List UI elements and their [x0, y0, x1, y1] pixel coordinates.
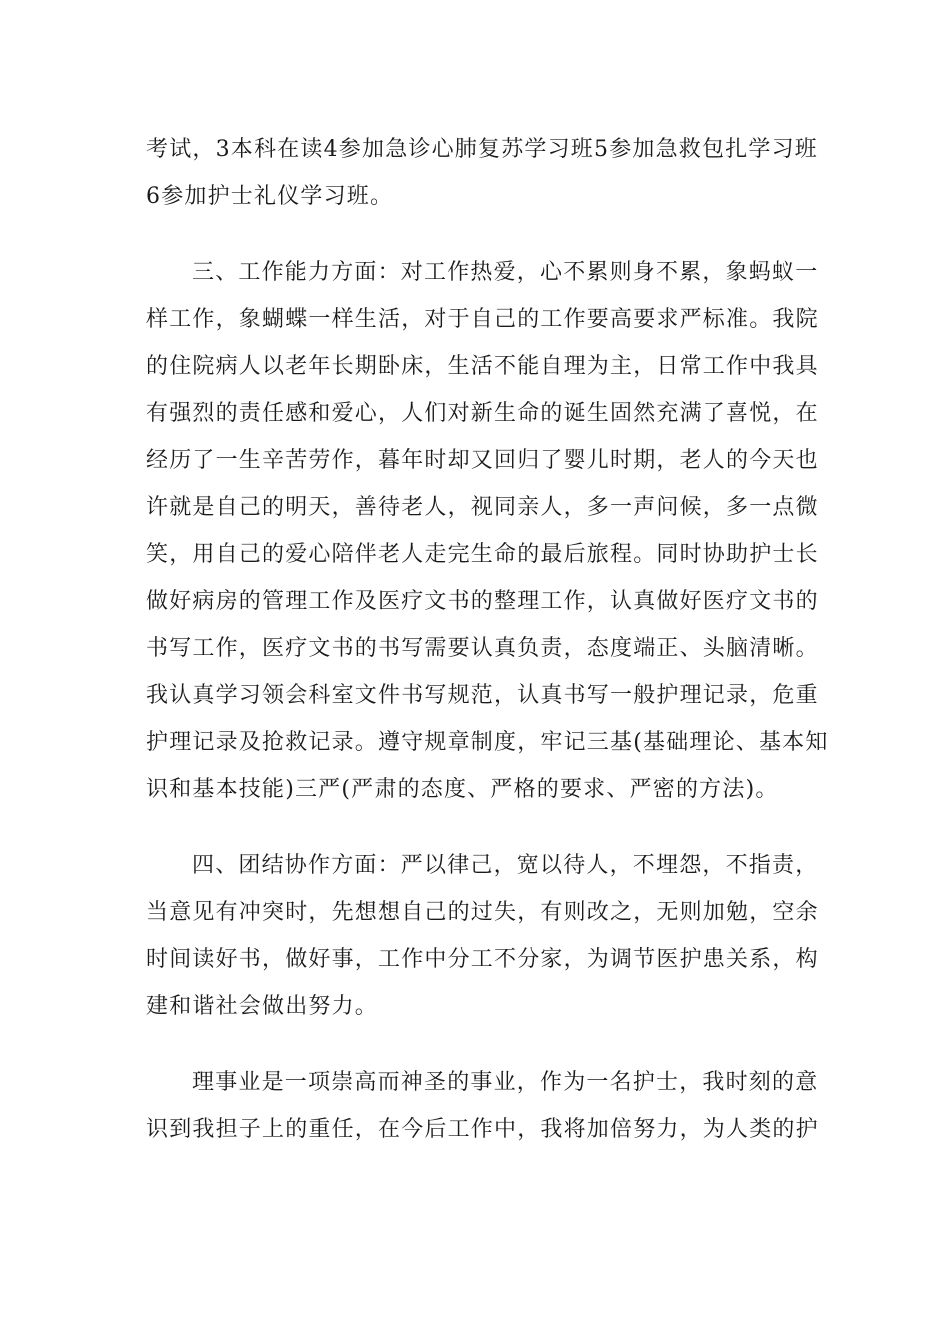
- text-line: 我认真学习领会科室文件书写规范，认真书写一般护理记录，危重: [146, 683, 819, 708]
- text-line: 护理记录及抢救记录。遵守规章制度，牢记三基(基础理论、基本知: [146, 730, 829, 755]
- text-line: 书写工作，医疗文书的书写需要认真负责，态度端正、头脑清晰。: [146, 636, 819, 661]
- paragraph-gap: [146, 220, 806, 249]
- text-line: 三、工作能力方面：对工作热爱，心不累则身不累，象蚂蚁一: [192, 260, 819, 285]
- text-line: 识和基本技能)三严(严肃的态度、严格的要求、严密的方法)。: [146, 777, 779, 802]
- paragraph-gap: [146, 1030, 806, 1059]
- text-line: 理事业是一项崇高而神圣的事业，作为一名护士，我时刻的意: [192, 1070, 819, 1095]
- text-line: 四、团结协作方面：严以律己，宽以待人，不埋怨，不指责，: [192, 853, 819, 878]
- text-line: 6参加护士礼仪学习班。: [146, 184, 394, 209]
- paragraph-teamwork: [146, 842, 819, 1030]
- text-line: 经历了一生辛苦劳作，暮年时却又回归了婴儿时期，老人的今天也: [146, 448, 819, 473]
- text-line: 识到我担子上的重任，在今后工作中，我将加倍努力，为人类的护: [146, 1117, 819, 1142]
- text-line: 的住院病人以老年长期卧床，生活不能自理为主，日常工作中我具: [146, 354, 819, 379]
- text-line: 时间读好书，做好事，工作中分工不分家，为调节医护患关系，构: [146, 947, 819, 972]
- text-line: 许就是自己的明天，善待老人，视同亲人，多一声问候，多一点微: [146, 495, 819, 520]
- text-line: 做好病房的管理工作及医疗文书的整理工作，认真做好医疗文书的: [146, 589, 819, 614]
- text-line: 建和谐社会做出努力。: [146, 994, 379, 1019]
- document-body: [146, 126, 829, 1153]
- paragraph-training: [146, 126, 818, 220]
- text-line: 当意见有冲突时，先想想自己的过失，有则改之，无则加勉，空余: [146, 900, 819, 925]
- paragraph-gap: [146, 813, 806, 842]
- text-line: 样工作，象蝴蝶一样生活，对于自己的工作要高要求严标准。我院: [146, 307, 819, 332]
- text-line: 有强烈的责任感和爱心，人们对新生命的诞生固然充满了喜悦，在: [146, 401, 819, 426]
- text-line: 考试，3本科在读4参加急诊心肺复苏学习班5参加急救包扎学习班: [146, 137, 818, 162]
- paragraph-conclusion: [146, 1059, 819, 1153]
- paragraph-work-ability: [146, 249, 829, 813]
- text-line: 笑，用自己的爱心陪伴老人走完生命的最后旅程。同时协助护士长: [146, 542, 819, 567]
